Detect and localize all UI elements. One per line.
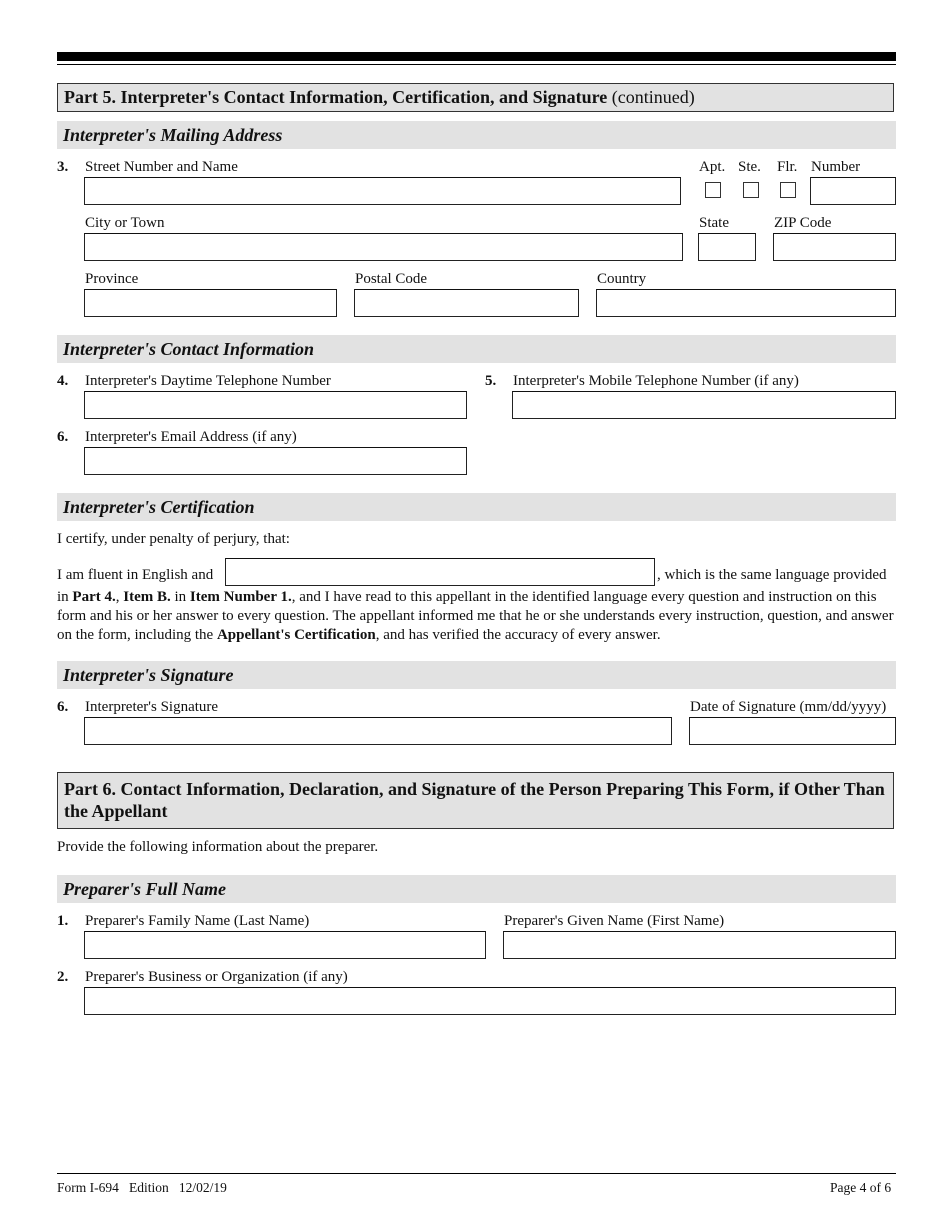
part6-intro: Provide the following information about the preparer. xyxy=(57,839,379,855)
province-label: Province xyxy=(85,271,139,287)
mobile-phone-label: Interpreter's Mobile Telephone Number (if any) xyxy=(513,373,799,389)
preparer-family-name-input[interactable] xyxy=(84,931,486,959)
preparer-family-name-label: Preparer's Family Name (Last Name) xyxy=(85,913,310,929)
ref-item-number-1: Item Number 1. xyxy=(189,589,292,605)
preparer-given-name-input[interactable] xyxy=(503,931,896,959)
item-number-5: 5. xyxy=(485,373,497,389)
state-select[interactable] xyxy=(698,233,756,261)
certification-paragraph: in Part 4., Item B. in Item Number 1., and I have read to this appellant in the identified language every question and instruction on this form and his or her answer to every question. The appellant informed me that he or she understands every instruction, question, and answer on the form, including the Appellant's Certification, and has verified the accuracy of every answer. xyxy=(57,589,894,643)
zip-input[interactable] xyxy=(773,233,896,261)
country-label: Country xyxy=(597,271,647,287)
ref-part-4: Part 4. xyxy=(72,589,116,605)
city-input[interactable] xyxy=(84,233,683,261)
street-input[interactable] xyxy=(84,177,681,205)
signature-heading: Interpreter's Signature xyxy=(57,661,896,689)
zip-label: ZIP Code xyxy=(774,215,832,231)
item-number-1-preparer: 1. xyxy=(57,913,69,929)
apt-label: Apt. xyxy=(699,159,726,175)
postal-code-label: Postal Code xyxy=(355,271,428,287)
province-input[interactable] xyxy=(84,289,337,317)
footer-page-number: Page 4 of 6 xyxy=(830,1180,892,1195)
part6-header xyxy=(57,772,894,829)
preparer-business-input[interactable] xyxy=(84,987,896,1015)
part5-title: Part 5. Interpreter's Contact Information, Certification, and Signature xyxy=(64,87,608,107)
fluent-suffix: , which is the same language provided xyxy=(657,567,887,583)
email-label: Interpreter's Email Address (if any) xyxy=(85,429,297,445)
ste-label: Ste. xyxy=(738,159,761,175)
flr-label: Flr. xyxy=(777,159,798,175)
footer-form-edition: Form I-694 Edition 12/02/19 xyxy=(57,1180,227,1195)
item-number-3: 3. xyxy=(57,159,69,175)
ref-item-b: Item B. xyxy=(123,589,171,605)
certification-heading: Interpreter's Certification xyxy=(57,493,896,521)
language-input[interactable] xyxy=(225,558,655,586)
country-input[interactable] xyxy=(596,289,896,317)
fluent-prefix: I am fluent in English and xyxy=(57,567,214,583)
apt-checkbox[interactable] xyxy=(705,182,721,198)
street-label: Street Number and Name xyxy=(85,159,238,175)
part6-title: Part 6. Contact Information, Declaration, and Signature of the Person Preparing This Form, if Other Than the Appellant xyxy=(64,779,885,821)
certification-intro: I certify, under penalty of perjury, that: xyxy=(57,531,290,547)
signature-input[interactable] xyxy=(84,717,672,745)
signature-label: Interpreter's Signature xyxy=(85,699,219,715)
item-number-4: 4. xyxy=(57,373,69,389)
daytime-phone-label: Interpreter's Daytime Telephone Number xyxy=(85,373,331,389)
number-label: Number xyxy=(811,159,861,175)
item-number-6-email: 6. xyxy=(57,429,69,445)
email-input[interactable] xyxy=(84,447,467,475)
ste-checkbox[interactable] xyxy=(743,182,759,198)
item-number-6-signature: 6. xyxy=(57,699,69,715)
preparer-business-label: Preparer's Business or Organization (if any) xyxy=(85,969,348,985)
part5-header xyxy=(57,83,894,112)
mobile-phone-input[interactable] xyxy=(512,391,896,419)
state-label: State xyxy=(699,215,729,231)
daytime-phone-input[interactable] xyxy=(84,391,467,419)
flr-checkbox[interactable] xyxy=(780,182,796,198)
ref-appellant-certification: Appellant's Certification xyxy=(216,627,376,643)
contact-info-heading: Interpreter's Contact Information xyxy=(57,335,896,363)
mailing-address-heading: Interpreter's Mailing Address xyxy=(57,121,896,149)
postal-code-input[interactable] xyxy=(354,289,579,317)
signature-date-label: Date of Signature (mm/dd/yyyy) xyxy=(690,699,887,715)
top-rule-thin xyxy=(57,64,896,65)
top-rule-thick xyxy=(57,52,896,61)
apt-number-input[interactable] xyxy=(810,177,896,205)
signature-date-input[interactable] xyxy=(689,717,896,745)
city-label: City or Town xyxy=(85,215,165,231)
part5-title-continued: (continued) xyxy=(607,87,695,107)
preparer-given-name-label: Preparer's Given Name (First Name) xyxy=(504,913,725,929)
item-number-2-preparer: 2. xyxy=(57,969,69,985)
footer-rule xyxy=(57,1173,896,1174)
preparer-name-heading: Preparer's Full Name xyxy=(57,875,896,903)
